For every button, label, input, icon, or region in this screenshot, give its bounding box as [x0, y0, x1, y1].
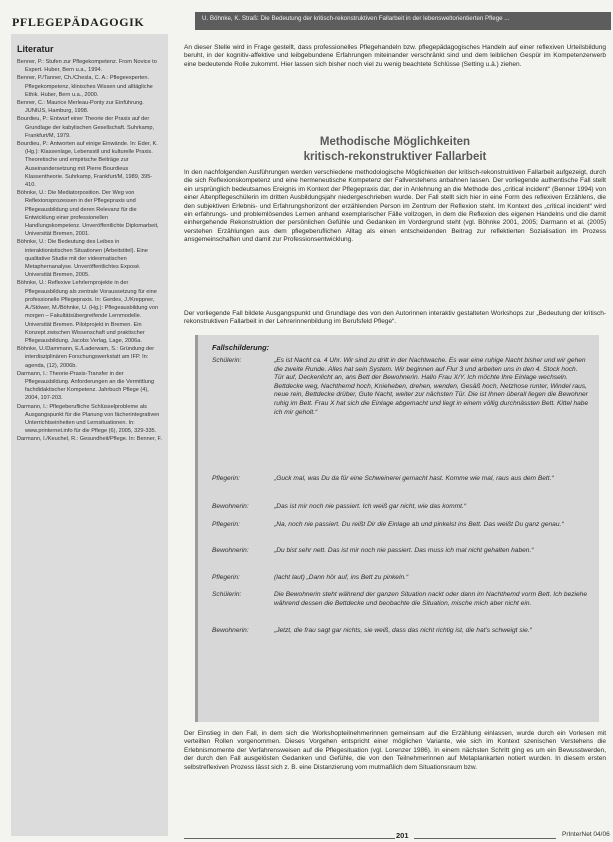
literature-item: Darmann, I.: Theorie-Praxis-Transfer in der Pflegeausbildung. Anforderungen an die Vermittlung fachdidaktischer Kompetenz. Jahrbuch Pflege (4), 2004, 197-203. [17, 370, 155, 402]
section-title-line: kritisch-rekonstruktiver Fallarbeit [303, 150, 487, 163]
literature-item: Böhnke, U./Dammann, E./Laderwam, S.: Gründung der interdisziplinären Forschungswerkstatt am IFP. In: agenda, (12), 2006b. [17, 346, 155, 369]
dialogue-text: „Das ist mir noch nie passiert. Ich weiß gar nicht, wie das kommt.“ [274, 503, 467, 510]
literature-item: Benner, P./Tanner, Ch./Chesla, C. A.: Pflegeexperten. Pflegekompetenz, klinisches Wissen und alltägliche Ethik. Huber, Bern u.a., 2000. [17, 75, 153, 98]
footer-rule [184, 838, 395, 839]
speaker-label: Bewohnerin: [212, 503, 249, 510]
speaker-label: Pflegerin: [212, 574, 240, 581]
footer-rule [414, 838, 556, 839]
dialogue-text: „Es ist Nacht ca. 4 Uhr. Wir sind zu dritt in der Nachtwache. Es war eine ruhige Nacht bisher und wir gehen die zweite Runde. Alles hat sein System. Wir beginnen auf Flur 3 und arbeiten uns in den 4. Stock hoch. Tür auf, Deckenlicht an, ans Bett der Bewohnerin. Hallo Frau X/Y. Ich möchte Ihre Einlage wechseln. Bettdecke weg, Nachthemd hoch, Knieheben, drehen, wenden, Gesäß hoch, Netzhose runter, Windel raus, neue rein, Bettdecke drüber, Gute Nacht, weiter zur nächsten Tür. Die ist Ihnen überall liegen die Bewohner ruhig im Bett. Frau X hat sich die Einlage abgemacht und liegt in einem völlig durchnässten Bett. Kittel habe ich mir geholt.“ [274, 357, 589, 416]
literature-item: Darmann, I.: Pflegeberufliche Schlüsselprobleme als Ausgangspunkt für die Planung von fächerintegrativen Unterrichtseinheiten und Lernsituationen. In: www.printernet.info für die Pflege (6), 2005, 329-335. [17, 403, 160, 435]
section-title [184, 135, 606, 164]
running-head: U. Böhnke, K. Straß: Die Bedeutung der kritisch-rekonstruktiven Fallarbeit in der lebensweltorientierten Pflege ... [202, 15, 510, 22]
intro-paragraph: An dieser Stelle wird in Frage gestellt, dass professionelles Pflegehandeln bzw. pflegepädagogisches Handeln auf einer reflexiven Urteilsbildung beruht, in der kognitiv-affektive und leibgebundene Erfahrungen miteinander verschränkt sind und dem leiblichen Gespür im Kompetenzerwerb eine bedeutende Rolle zukommt. Hier lassen sich bisher noch viel zu wenig beachtete Schlüsse (Setting u.ä.) ziehen. [184, 44, 606, 68]
speaker-label: Pflegerin: [212, 475, 240, 482]
body-paragraph: Der Einstieg in den Fall, in dem sich die Workshopteilnehmerinnen gemeinsam auf die Erzählung einlassen, wurde durch ein Vorlesen mit verteilten Rollen vorgenommen. Dieses Vorgehen entspricht einer möglichen Variante, wie sich im Kontext szenischen Verstehens die Erlebnismomente der Verfahrensweisen auf die Pflegesituation (vgl. Lorenzer 1986). In einem nächsten Schritt ging es um ein Bewusstwerden, der durch den Fall ausgelösten Gedanken und Gefühle, die von den Teilnehmerinnen auf Metaplankarten notiert wurden. In diesem ersten selbstreflexiven Prozess lässt sich z. B. eine Distanzierung vom mutmaßlich dem Situationsraum bzw. [184, 730, 606, 771]
speaker-label: Schülerin: [212, 357, 242, 364]
speaker-label: Bewohnerin: [212, 547, 249, 554]
issue-label: PrInterNet 04/06 [562, 831, 610, 838]
speaker-label: Bewohnerin: [212, 627, 249, 634]
dialogue-text: „Jetzt, die frau sagt gar nichts, sie weiß, dass das nicht richtig ist, die hat's schweigt sie.“ [274, 627, 532, 634]
literature-heading: Literatur [17, 44, 54, 54]
literature-item: Bourdieu, P.: Entwurf einer Theorie der Praxis auf der Grundlage der kabylischen Gesellschaft. Suhrkamp, Frankfurt/M, 1979. [17, 116, 155, 139]
literature-item: Benner, C.: Maurice Merleau-Ponty zur Einführung. JUNIUS, Hamburg, 1998. [17, 100, 144, 115]
literature-item: Böhnke, U.: Die Bedeutung des Leibes in interaktionistischen Situationen (Arbeitstitel). Eine qualitative Studie mit der videomatischen Metaphernanalyse. Unveröffentlichtes Exposé. Universität Bremen, 2005. [17, 239, 148, 279]
body-paragraph: Der vorliegende Fall bildete Ausgangspunkt und Grundlage des von den Autorinnen interaktiv gestalteten Workshops zur „Bedeutung der kritisch-rekonstruktiven Fallarbeit in der Lehrerinnenbildung im Berufsfeld Pflege“. [184, 310, 606, 326]
literature-item: Benner, P.: Stufen zur Pflegekompetenz. From Novice to Expert. Huber, Bern u.a., 1994. [17, 59, 157, 74]
literature-item: Böhnke, U.: Die Mediatorposition. Der Weg von Reflexionsprozessen in der Pflegepraxis und Pflegeausbildung und deren Relevanz für die Entwicklung einer professionellen Handlungskompetenz. Unveröffentlichte Diplomarbeit, Universität Bremen, 2001. [17, 190, 159, 238]
section-title-line: Methodische Möglichkeiten [319, 136, 471, 148]
speaker-label: Schülerin: [212, 591, 242, 598]
dialogue-text: „Du bist sehr nett. Das ist mir noch nie passiert. Das muss ich mal nicht gehalten haben.“ [274, 547, 534, 554]
body-paragraph: In den nachfolgenden Ausführungen werden verschiedene methodologische Möglichkeiten der kritisch-rekonstruktiven Fallarbeit aufgezeigt, durch die sich Reflexionskompetenz und eine hermeneutische Kompetenz der Fallverstehens anbahnen lassen. Der vorliegende authentische Fall stellt ein ursprünglich bedeutsames Ereignis im Kontext der Pflegepraxis dar, der in Anlehnung an die Methode des „critical incident“ (Benner 1994) von einer Altenpflegeschülerin im dritten Ausbildungsjahr niedergeschrieben wurde. Der Fall stellt sich hier in eine Form des reflexiven Erzählens, die den subjektiven Erlebnis- und Erfahrungshorizont der erzählenden Person im Zentrum der Reflexion steht. Im Kontext des „critical incident“ wird ein erfahrungs- und problemlösendes Lernen anhand exemplarischer Fälle vollzogen, in dem die Reflexion des eigenen Handelns und die damit einhergehende Rekonstruktion der persönlichen Gefühle und Gedanken im Vordergrund steht (vgl. Böhnke 2001, 2005; Darmann et al. (2005) verstehen Erzählungen aus dem pflegeberuflichen Alltag als einen entscheidenden Beitrag zur reflektierten Sozialisation im Prozess ansgemeinschaften und damit zur Professionsentwicklung. [184, 169, 606, 244]
case-label: Fallschilderung: [212, 343, 270, 352]
page-number: 201 [396, 831, 409, 840]
literature-list [17, 58, 163, 444]
header [6, 4, 609, 28]
dialogue-text: „Guck mal, was Du da für eine Schweinerei gemacht hast. Komme wie mal, raus aus dem Bett.“ [274, 475, 554, 482]
speaker-label: Pflegerin: [212, 521, 240, 528]
literature-item: Böhnke, U.: Reflexive Lehrlernprojekte in der Pflegeausbildung als zentrale Voraussetzung für eine professionelle Pflegepraxis. In: Gerdes, J./Kreppner, A./Stöwer, M./Böhnke, U. (Hg.): Pflegeausbildung von morgen – Fakultätsübergreifende Lernmodelle. Universität Bremen. Pilotprojekt in Bremen. Ein Konzept zwischen Wissenschaft und praktischer Pflegeausbildung. Jacobs Verlag, Lage, 2006a. [17, 280, 159, 344]
case-description-box [195, 335, 599, 722]
literature-sidebar [11, 34, 168, 836]
dialogue-text: (lacht laut) „Dann hör auf, ins Bett zu pinkeln.“ [274, 574, 409, 581]
literature-item: Darmann, I./Keuchel, R.: Gesundheit/Pflege. In: Benner, F. [17, 436, 162, 443]
dialogue-text: Die Bewohnerin steht während der ganzen Situation nackt oder dann im Nachthemd vorm Bett. Ich beziehe während dessen die Bettdecke und beobachte die Situation, mische mich aber nicht ein. [274, 591, 588, 607]
journal-title: PFLEGEPÄDAGOGIK [12, 15, 145, 29]
literature-item: Bourdieu, P.: Antworten auf einige Einwände. In: Eder, K. (Hg.): Klassenlage, Lebensstil und kulturelle Praxis. Theoretische und empirische Beiträge zur Auseinandersetzung mit Pierre Bourdieus Klassentheorie. Suhrkamp, Frankfurt/M, 1989, 395-410. [17, 141, 158, 189]
dialogue-text: „Na, noch nie passiert. Du reißt Dir die Einlage ab und pinkelst ins Bett. Das weißt Du ganz genau.“ [274, 521, 564, 528]
